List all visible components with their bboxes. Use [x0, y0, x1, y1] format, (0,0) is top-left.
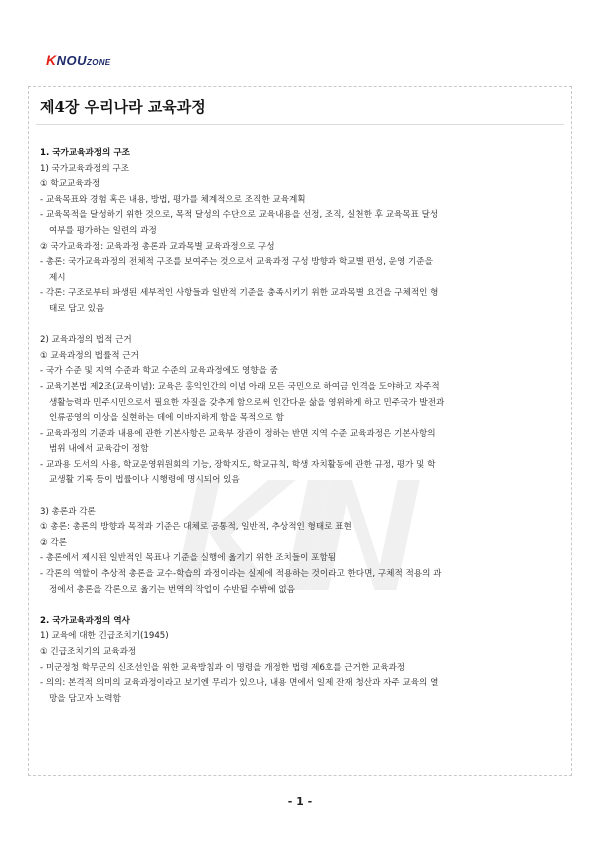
bullet-continuation: 태로 담고 있음 [49, 303, 105, 314]
bullet-item: - 국가 수준 및 지역 수준과 학교 수준의 교육과정에도 영향을 줌 [40, 366, 278, 377]
subsection-heading: 1) 교육에 대한 긴급조치기(1945) [40, 631, 169, 642]
list-item: ① 총론: 총론의 방향과 목적과 기준은 대체로 공통적, 일반적, 추상적인 형태로 표현 [40, 522, 352, 533]
page-title: 제4장 우리나라 교육과정 [40, 98, 206, 116]
list-item: ① 긴급조치기의 교육과정 [40, 647, 137, 657]
section-heading: 2. 국가교육과정의 역사 [40, 615, 130, 626]
bullet-item: - 총론: 국가교육과정의 전체적 구조를 보여주는 것으로서 교육과정 구성 방향과 학교별 편성, 운영 기준을 [40, 257, 433, 268]
subsection-heading: 2) 교육과정의 법적 근거 [40, 335, 132, 346]
bullet-continuation: 인류공영의 이상을 실현하는 데에 이바지하게 함을 목적으로 함 [49, 413, 284, 424]
list-item: ① 학교교육과정 [40, 179, 101, 190]
bullet-item: - 교육기본법 제2조(교육이념): 교육은 홍익인간의 이념 아래 모든 국민으로 하여금 인격을 도야하고 자주적 [40, 381, 440, 392]
bullet-continuation: 교생활 기록 등이 법률이나 시행령에 명시되어 있음 [49, 475, 240, 486]
subsection-heading: 1) 국가교육과정의 구조 [40, 163, 129, 174]
section-heading: 1. 국가교육과정의 구조 [40, 148, 130, 158]
bullet-item: - 교육목적을 달성하기 위한 것으로, 목적 달성의 수단으로 교육내용을 선정, 조직, 실천한 후 교육목표 달성 [40, 210, 439, 221]
list-item: ② 국가교육과정: 교육과정 총론과 교과목별 교육과정으로 구성 [40, 241, 275, 252]
bullet-item: - 의의: 본격적 의미의 교육과정이라고 보기엔 무리가 있으나, 내용 면에서 일제 잔재 청산과 자주 교육의 열 [40, 678, 439, 689]
subsection-heading: 3) 총론과 각론 [40, 506, 96, 517]
bullet-item: - 교육과정의 기준과 내용에 관한 기본사항은 교육부 장관이 정하는 반면 지역 수준 교육과정은 기본사항의 [40, 428, 436, 439]
bullet-item: - 각론: 구조로부터 파생된 세부적인 사항들과 일반적 기준을 충족시키기 위한 교과목별 요건을 구체적인 형 [40, 288, 439, 299]
title-divider [36, 124, 564, 125]
knouzone-logo: KNOUZONE [46, 52, 111, 68]
list-item: ② 각론 [40, 537, 68, 548]
list-item: ① 교육과정의 법률적 근거 [40, 350, 139, 361]
bullet-item: - 각론의 역할이 추상적 총론을 교수-학습의 과정이라는 실제에 적용하는 것이라고 한다면, 구체적 적용의 과 [40, 569, 442, 580]
bullet-item: - 교과용 도서의 사용, 학교운영위원회의 기능, 장학지도, 학교규칙, 학생 자치활동에 관한 규정, 평가 및 학 [40, 459, 436, 470]
bullet-item: - 교육목표와 경험 혹은 내용, 방법, 평가를 체계적으로 조직한 교육계획 [40, 194, 306, 205]
bullet-continuation: 생활능력과 민주시민으로서 필요한 자질을 갖추게 함으로써 인간다운 삶을 영위하게 하고 민주국가 발전과 [49, 397, 445, 408]
bullet-continuation: 여부를 평가하는 일련의 과정 [49, 225, 157, 236]
bullet-item: - 미군정청 학무군의 신조선인을 위한 교육방침과 이 명령을 개정한 법령 제6호를 근거한 교육과정 [40, 662, 406, 673]
page-number: - 1 - [287, 795, 313, 808]
document-body [40, 146, 560, 707]
bullet-item: - 총론에서 제시된 일반적인 목표나 기준을 실행에 옮기기 위한 조치들이 포함됨 [40, 553, 337, 564]
bullet-continuation: 제시 [49, 272, 66, 283]
bullet-continuation: 범위 내에서 교육감이 정함 [49, 444, 149, 455]
bullet-continuation: 망을 담고자 노력함 [49, 693, 121, 704]
bullet-continuation: 정에서 총론을 각론으로 옮기는 번역의 작업이 수반될 수밖에 없음 [49, 584, 295, 595]
